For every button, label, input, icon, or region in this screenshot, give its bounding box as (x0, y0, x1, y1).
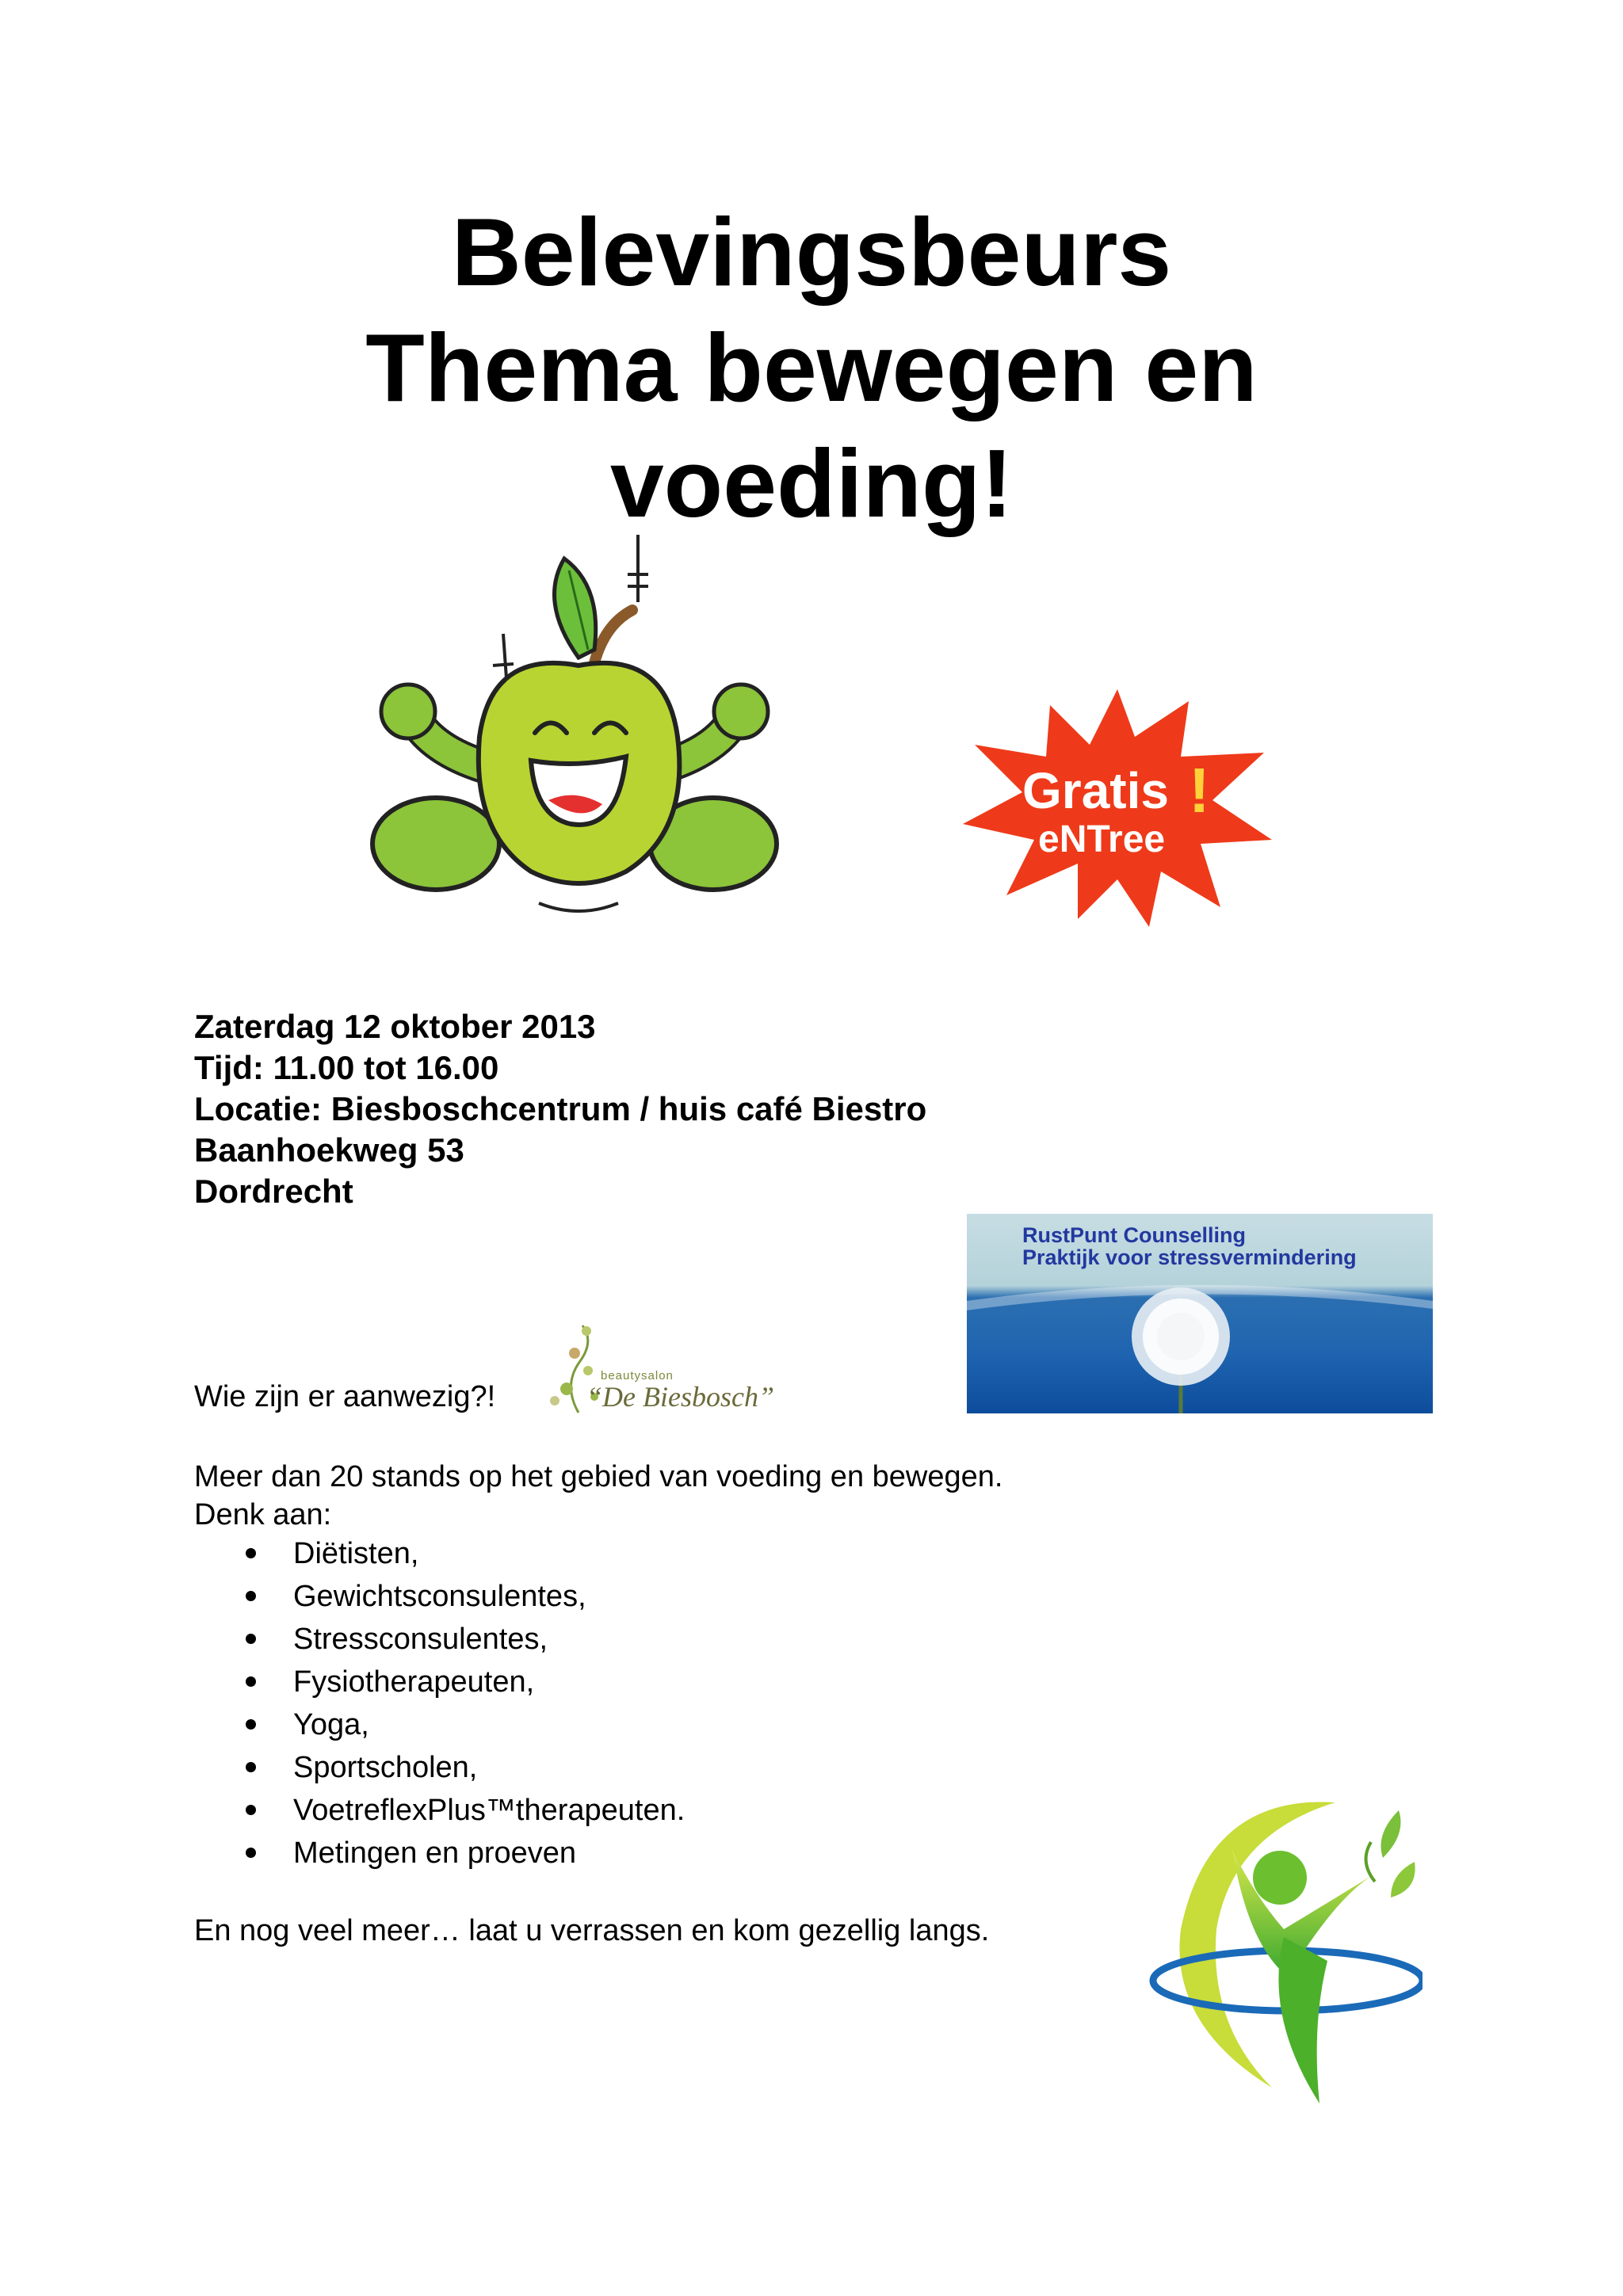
list-item: Stressconsulentes, (246, 1618, 685, 1661)
list-item: Diëtisten, (246, 1532, 685, 1575)
event-street: Baanhoekweg 53 (194, 1131, 464, 1169)
rustpunt-line-1: RustPunt Counselling (1022, 1223, 1246, 1247)
poster-title (0, 194, 1623, 541)
title-line-2: Thema bewegen en (365, 314, 1258, 421)
badge-exclaim-text: ! (1189, 755, 1210, 826)
bullet-icon (246, 1805, 256, 1815)
stands-list (246, 1532, 685, 1875)
beautysalon-logo (531, 1322, 774, 1417)
bullet-icon (246, 1762, 256, 1772)
wellness-figure-logo (1137, 1787, 1423, 2119)
list-item: Sportscholen, (246, 1746, 685, 1789)
event-date: Zaterdag 12 oktober 2013 (194, 1008, 596, 1045)
list-item: Gewichtsconsulentes, (246, 1575, 685, 1618)
bullet-icon (246, 1634, 256, 1644)
body-text (194, 1458, 1002, 1534)
list-item: VoetreflexPlus™therapeuten. (246, 1789, 685, 1832)
badge-gratis-text: Gratis (1022, 762, 1169, 819)
event-city: Dordrecht (194, 1173, 353, 1210)
jumping-apple-illustration (341, 531, 800, 943)
rustpunt-counselling-banner (967, 1214, 1433, 1413)
title-line-1: Belevingsbeurs (451, 198, 1172, 306)
bullet-icon (246, 1676, 256, 1687)
bullet-icon (246, 1719, 256, 1730)
gratis-entree-badge (959, 681, 1276, 935)
event-location: Locatie: Biesboschcentrum / huis café Biestro (194, 1090, 927, 1127)
list-item: Yoga, (246, 1703, 685, 1746)
badge-entree-text: eNTree (1038, 818, 1166, 860)
title-line-3: voeding! (609, 429, 1014, 537)
bullet-icon (246, 1848, 256, 1858)
bullet-icon (246, 1591, 256, 1601)
closing-text: En nog veel meer… laat u verrassen en kom gezellig langs. (194, 1914, 990, 1947)
body-line-1: Meer dan 20 stands op het gebied van voeding en bewegen. (194, 1460, 1003, 1493)
beautysalon-small-text: beautysalon (601, 1369, 674, 1383)
list-item: Fysiotherapeuten, (246, 1661, 685, 1703)
event-time: Tijd: 11.00 tot 16.00 (194, 1049, 499, 1086)
present-question: Wie zijn er aanwezig?! (194, 1380, 496, 1413)
bullet-icon (246, 1548, 256, 1558)
beautysalon-name: “De Biesbosch” (586, 1381, 774, 1413)
event-details (194, 1006, 926, 1212)
rustpunt-line-2: Praktijk voor stressvermindering (1022, 1245, 1357, 1269)
list-item: Metingen en proeven (246, 1832, 685, 1875)
body-line-2: Denk aan: (194, 1498, 332, 1531)
